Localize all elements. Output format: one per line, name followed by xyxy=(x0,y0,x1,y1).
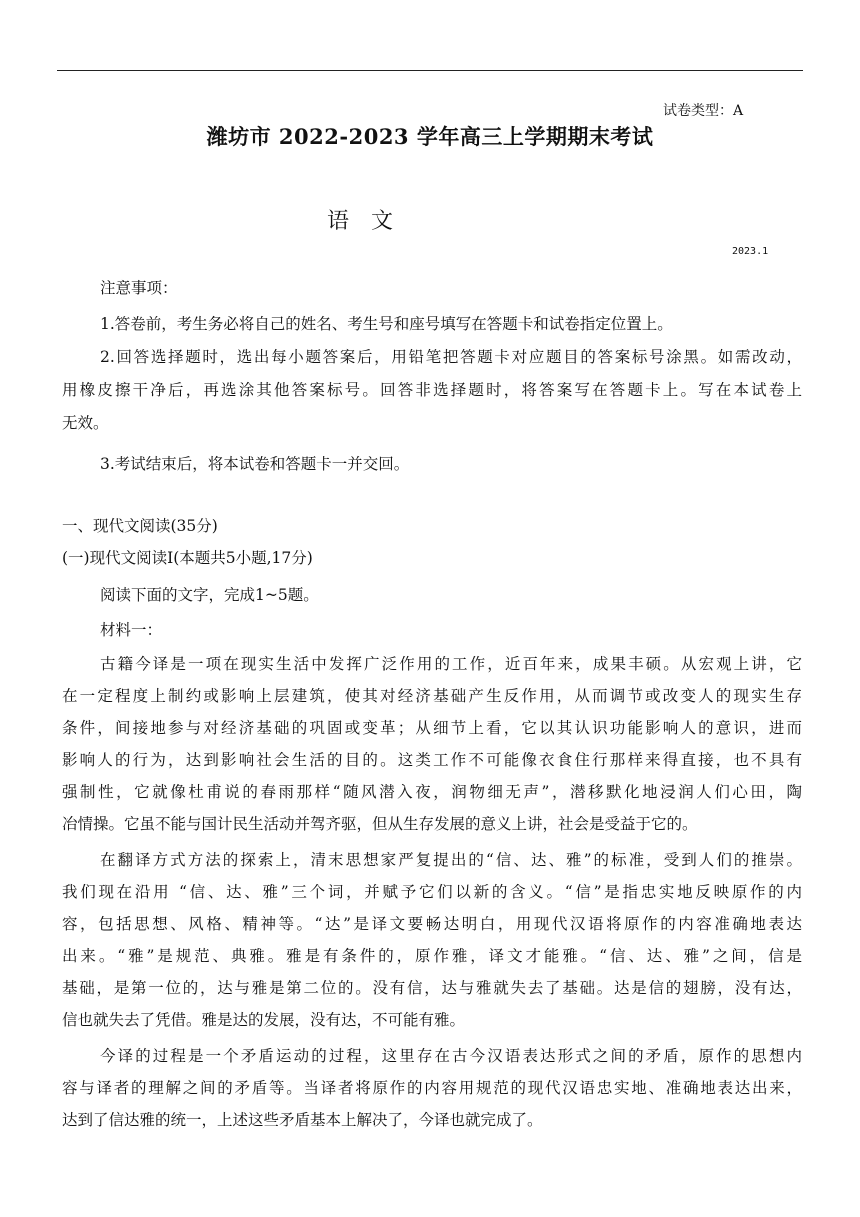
exam-date: 2023.1 xyxy=(732,246,769,257)
paragraph-line: 影响人的行为，达到影响社会生活的目的。这类工作不可能像衣食住行那样来得直接，也不具有 xyxy=(62,751,802,769)
notice-item: 无效。 xyxy=(62,414,109,432)
section-heading: 一、现代文阅读(35分) xyxy=(62,517,218,535)
notice-item: 1.答卷前，考生务必将自己的姓名、考生号和座号填写在答题卡和试卷指定位置上。 xyxy=(100,315,673,333)
paragraph-line: 信也就失去了凭借。雅是达的发展，没有达，不可能有雅。 xyxy=(62,1011,466,1029)
paragraph-line: 古籍今译是一项在现实生活中发挥广泛作用的工作，近百年来，成果丰硕。从宏观上讲，它 xyxy=(100,655,802,673)
paragraph-line: 出来。“雅”是规范、典雅。雅是有条件的，原作雅，译文才能雅。“信、达、雅”之间，信是 xyxy=(62,947,802,965)
paper-type: 试卷类型：A xyxy=(663,103,744,119)
paragraph-line: 强制性，它就像杜甫说的春雨那样“随风潜入夜，润物细无声”，潜移默化地浸润人们心田，陶 xyxy=(62,783,802,801)
paragraph-line: 容，包括思想、风格、精神等。“达”是译文要畅达明白，用现代汉语将原作的内容准确地表达 xyxy=(62,915,802,933)
notice-heading: 注意事项： xyxy=(100,279,178,297)
paragraph-line: 基础，是第一位的，达与雅是第二位的。没有信，达与雅就失去了基础。达是信的翅膀，没有达， xyxy=(62,979,802,997)
notice-item: 3.考试结束后，将本试卷和答题卡一并交回。 xyxy=(100,455,410,473)
material-label: 材料一： xyxy=(100,621,163,639)
reading-instruction: 阅读下面的文字，完成1~5题。 xyxy=(100,586,319,604)
paragraph-line: 在翻译方式方法的探索上，清末思想家严复提出的“信、达、雅”的标准，受到人们的推崇。 xyxy=(100,851,802,869)
paragraph-line: 今译的过程是一个矛盾运动的过程，这里存在古今汉语表达形式之间的矛盾，原作的思想内 xyxy=(100,1047,802,1065)
notice-item: 2.回答选择题时，选出每小题答案后，用铅笔把答题卡对应题目的答案标号涂黑。如需改动， xyxy=(100,348,802,366)
subject-title: 语文 xyxy=(327,209,416,234)
paragraph-line: 冶情操。它虽不能与国计民生活动并驾齐驱，但从生存发展的意义上讲，社会是受益于它的。 xyxy=(62,815,698,833)
paragraph-line: 我们现在沿用 “信、达、雅”三个词，并赋予它们以新的含义。“信”是指忠实地反映原作的内 xyxy=(62,883,802,901)
exam-title: 潍坊市 2022-2023 学年高三上学期期末考试 xyxy=(206,124,654,149)
sub-section-heading: (一)现代文阅读Ⅰ(本题共5小题,17分) xyxy=(62,549,313,567)
notice-item: 用橡皮擦干净后，再选涂其他答案标号。回答非选择题时，将答案写在答题卡上。写在本试卷上 xyxy=(62,381,802,399)
paragraph-line: 条件，间接地参与对经济基础的巩固或变革；从细节上看，它以其认识功能影响人的意识，进而 xyxy=(62,719,802,737)
top-rule xyxy=(57,70,803,71)
paragraph-line: 达到了信达雅的统一，上述这些矛盾基本上解决了，今译也就完成了。 xyxy=(62,1111,543,1129)
paragraph-line: 在一定程度上制约或影响上层建筑，使其对经济基础产生反作用，从而调节或改变人的现实生存 xyxy=(62,687,802,705)
paragraph-line: 容与译者的理解之间的矛盾等。当译者将原作的内容用规范的现代汉语忠实地、准确地表达出来， xyxy=(62,1079,802,1097)
